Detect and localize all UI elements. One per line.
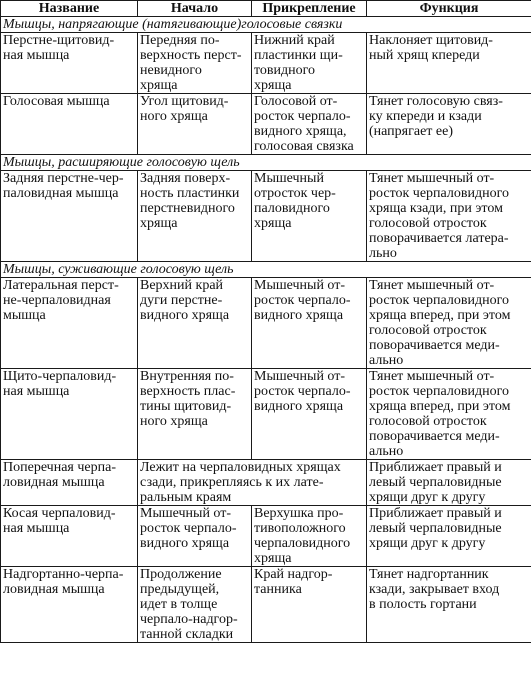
cell-name xyxy=(1,460,138,506)
section-row xyxy=(1,262,531,278)
cell-function xyxy=(367,33,531,94)
table-row xyxy=(1,278,531,369)
cell-attachment xyxy=(252,369,367,460)
cell-name xyxy=(1,369,138,460)
cell-name-text: Поперечная черпа- ловидная мышца xyxy=(3,460,116,490)
cell-origin-text: Верхний край дуги перстне- видного хряща xyxy=(140,278,230,323)
cell-function-text: Приближает правый и левый черпаловидные хрящи друг к другу xyxy=(369,506,502,551)
section-row xyxy=(1,155,531,171)
cell-origin-text: Угол щитовид- ного хряща xyxy=(140,94,229,124)
cell-origin xyxy=(138,171,252,262)
cell-name xyxy=(1,33,138,94)
table-row xyxy=(1,506,531,567)
cell-name-text: Щито-черпаловид- ная мышца xyxy=(3,369,117,399)
cell-origin-text: Лежит на черпаловидных хрящах сзади, прикрепляясь к их лате- ральным краям xyxy=(140,460,341,505)
cell-attachment xyxy=(252,171,367,262)
cell-attachment-text: Мышечный от- росток черпало- видного хряща xyxy=(254,369,351,414)
cell-name-text: Надгортанно-черпа- ловидная мышца xyxy=(3,567,124,597)
section-row xyxy=(1,17,531,33)
cell-function-text: Приближает правый и левый черпаловидные хрящи друг к другу xyxy=(369,460,502,505)
cell-name xyxy=(1,567,138,643)
cell-name xyxy=(1,278,138,369)
cell-function xyxy=(367,506,531,567)
cell-attachment-text: Голосовой от- росток черпало- видного хряща, голосовая связка xyxy=(254,94,354,154)
table-row xyxy=(1,460,531,506)
cell-function xyxy=(367,278,531,369)
table-body xyxy=(1,17,531,643)
cell-origin-text: Продолжение предыдущей, идет в толще черпало-надгор- танной складки xyxy=(140,567,238,642)
cell-function-text: Тянет голосовую связ- ку кпереди и кзади (напрягает ее) xyxy=(369,94,503,139)
cell-function-text: Тянет мышечный от- росток черпаловидного хряща вперед, при этом голосовой отросток поворачивается меди- ально xyxy=(369,369,511,459)
header-name: Название xyxy=(1,1,138,17)
cell-origin xyxy=(138,369,252,460)
cell-function xyxy=(367,94,531,155)
cell-attachment xyxy=(252,506,367,567)
cell-origin-text: Внутренняя по- верхность плас- тины щитовид- ного хряща xyxy=(140,369,236,429)
cell-origin xyxy=(138,33,252,94)
cell-origin-text: Задняя поверх- ность пластинки перстневидного хряща xyxy=(140,171,240,231)
cell-function-text: Тянет надгортанник кзади, закрывает вход в полость гортани xyxy=(369,567,500,612)
header-attachment: Прикрепление xyxy=(252,1,367,17)
cell-origin xyxy=(138,278,252,369)
cell-function-text: Тянет мышечный от- росток черпаловидного хряща кзади, при этом голосовой отросток поворачивается латера- льно xyxy=(369,171,509,261)
cell-attachment-text: Верхушка про- тивоположного черпаловидного хряща xyxy=(254,506,351,566)
cell-origin-text: Мышечный от- росток черпало- видного хряща xyxy=(140,506,237,551)
cell-function xyxy=(367,460,531,506)
header-row xyxy=(1,1,531,17)
cell-name xyxy=(1,171,138,262)
table-row xyxy=(1,33,531,94)
cell-function xyxy=(367,369,531,460)
cell-attachment-text: Нижний край пластинки щи- товидного хряща xyxy=(254,33,343,93)
cell-origin xyxy=(138,506,252,567)
cell-name xyxy=(1,94,138,155)
header-function: Функция xyxy=(367,1,531,17)
table-row xyxy=(1,94,531,155)
cell-name xyxy=(1,506,138,567)
table-row xyxy=(1,369,531,460)
cell-attachment-text: Мышечный от- росток черпало- видного хряща xyxy=(254,278,351,323)
cell-origin-text: Передняя по- верхность перст- невидного хряща xyxy=(140,33,242,93)
cell-attachment xyxy=(252,567,367,643)
cell-name-text: Перстне-щитовид- ная мышца xyxy=(3,33,115,63)
cell-name-text: Голосовая мышца xyxy=(3,94,110,109)
cell-attachment-text: Край надгор- танника xyxy=(254,567,333,597)
cell-origin xyxy=(138,460,367,506)
table-row xyxy=(1,567,531,643)
section-title: Мышцы, расширяющие голосовую щель xyxy=(1,155,531,171)
cell-origin xyxy=(138,94,252,155)
cell-function-text: Наклоняет щитовид- ный хрящ кпереди xyxy=(369,33,493,63)
section-title: Мышцы, напрягающие (натягивающие)голосовые связки xyxy=(1,17,531,33)
cell-name-text: Задняя перстне-чер- паловидная мышца xyxy=(3,171,124,201)
cell-attachment xyxy=(252,94,367,155)
header-origin: Начало xyxy=(138,1,252,17)
cell-attachment xyxy=(252,278,367,369)
cell-name-text: Косая черпаловид- ная мышца xyxy=(3,506,116,536)
cell-function xyxy=(367,567,531,643)
cell-name-text: Латеральная перст- не-черпаловидная мышца xyxy=(3,278,119,323)
cell-origin xyxy=(138,567,252,643)
cell-function-text: Тянет мышечный от- росток черпаловидного хряща вперед, при этом голосовой отросток поворачивается меди- ально xyxy=(369,278,511,368)
section-title: Мышцы, суживающие голосовую щель xyxy=(1,262,531,278)
cell-attachment-text: Мышечный отросток чер- паловидного хряща xyxy=(254,171,336,231)
cell-attachment xyxy=(252,33,367,94)
cell-function xyxy=(367,171,531,262)
table-row xyxy=(1,171,531,262)
